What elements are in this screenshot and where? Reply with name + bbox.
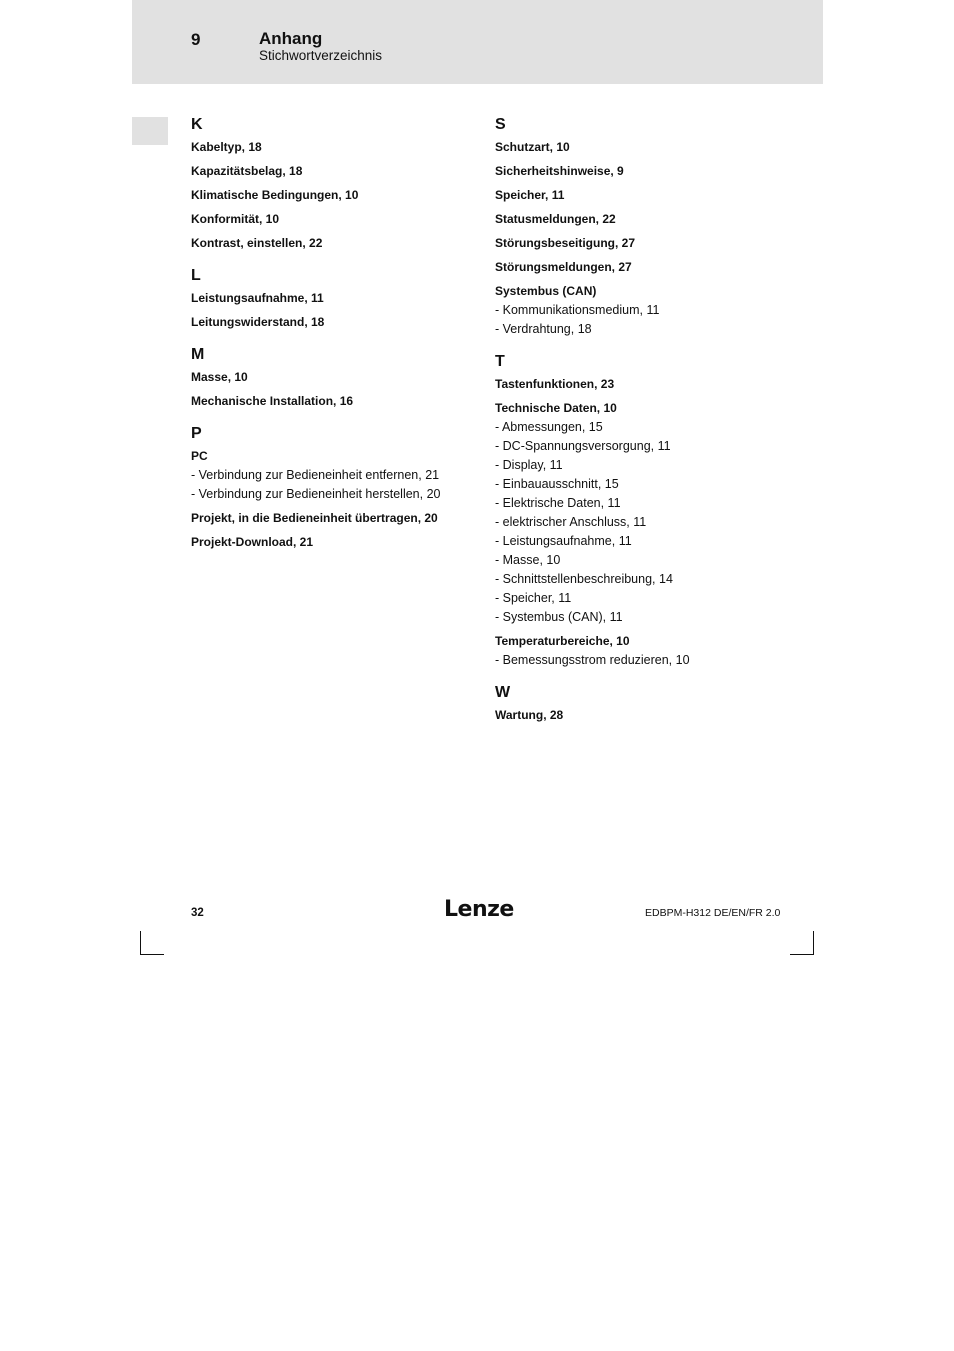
- index-entry: Systembus (CAN): [495, 284, 597, 298]
- index-letter-heading: L: [191, 267, 201, 284]
- index-subentry: - Elektrische Daten, 11: [495, 495, 795, 511]
- index-subentry: - DC-Spannungsversorgung, 11: [495, 438, 795, 454]
- crop-mark-left-vertical: [140, 931, 141, 955]
- index-subentry: - Systembus (CAN), 11: [495, 609, 795, 625]
- index-letter-heading: T: [495, 353, 505, 370]
- document-code: EDBPM-H312 DE/EN/FR 2.0: [645, 907, 781, 919]
- index-entry: Speicher, 11: [495, 188, 565, 202]
- chapter-subtitle: Stichwortverzeichnis: [259, 48, 383, 63]
- page-number: 32: [191, 907, 204, 919]
- index-entry: Wartung, 28: [495, 708, 564, 722]
- index-subentry: - Schnittstellenbeschreibung, 14: [495, 571, 795, 587]
- index-entry: Projekt-Download, 21: [191, 535, 314, 549]
- index-letter-heading: W: [495, 684, 511, 701]
- index-entry: Leitungswiderstand, 18: [191, 315, 325, 329]
- index-entry: Masse, 10: [191, 370, 248, 384]
- index-column-left: [191, 114, 476, 550]
- index-entry: Projekt, in die Bedieneinheit übertragen, 20: [191, 511, 438, 525]
- index-subentry: - Einbauausschnitt, 15: [495, 476, 795, 492]
- index-entry: Klimatische Bedingungen, 10: [191, 188, 359, 202]
- index-column-right: [495, 114, 795, 723]
- index-subentry: - Kommunikationsmedium, 11: [495, 302, 795, 318]
- index-subentry: - Bemessungsstrom reduzieren, 10: [495, 652, 795, 668]
- index-entry: Störungsmeldungen, 27: [495, 260, 632, 274]
- index-entry: Leistungsaufnahme, 11: [191, 291, 324, 305]
- index-entry: Temperaturbereiche, 10: [495, 634, 630, 648]
- index-subentry: - Verbindung zur Bedieneinheit entfernen, 21: [191, 467, 476, 483]
- index-entry: Störungsbeseitigung, 27: [495, 236, 636, 250]
- chapter-title: Anhang: [259, 29, 323, 48]
- lenze-logo: Lenze: [444, 897, 514, 922]
- index-letter-heading: K: [191, 116, 203, 133]
- index-letter-heading: M: [191, 346, 205, 363]
- index-letter-heading: P: [191, 425, 202, 442]
- header-band: [132, 0, 823, 84]
- index-entry: Kabeltyp, 18: [191, 140, 262, 154]
- index-entry: Kontrast, einstellen, 22: [191, 236, 323, 250]
- index-subentry: - Abmessungen, 15: [495, 419, 795, 435]
- index-entry: Tastenfunktionen, 23: [495, 377, 615, 391]
- crop-mark-right-vertical: [813, 931, 814, 955]
- index-entry: Kapazitätsbelag, 18: [191, 164, 303, 178]
- crop-mark-left-horizontal: [140, 954, 164, 955]
- chapter-number: 9: [191, 30, 201, 49]
- crop-mark-right-horizontal: [790, 954, 814, 955]
- side-tab-marker: [132, 117, 168, 145]
- index-subentry: - elektrischer Anschluss, 11: [495, 514, 795, 530]
- index-entry: Sicherheitshinweise, 9: [495, 164, 624, 178]
- index-subentry: - Leistungsaufnahme, 11: [495, 533, 795, 549]
- index-entry: Konformität, 10: [191, 212, 280, 226]
- index-subentry: - Speicher, 11: [495, 590, 795, 606]
- index-subentry: - Display, 11: [495, 457, 795, 473]
- index-entry: PC: [191, 449, 208, 463]
- index-subentry: - Masse, 10: [495, 552, 795, 568]
- index-entry: Statusmeldungen, 22: [495, 212, 616, 226]
- index-subentry: - Verdrahtung, 18: [495, 321, 795, 337]
- index-entry: Mechanische Installation, 16: [191, 394, 354, 408]
- index-subentry: - Verbindung zur Bedieneinheit herstellen, 20: [191, 486, 476, 502]
- index-entry: Technische Daten, 10: [495, 401, 617, 415]
- index-letter-heading: S: [495, 116, 506, 133]
- index-entry: Schutzart, 10: [495, 140, 570, 154]
